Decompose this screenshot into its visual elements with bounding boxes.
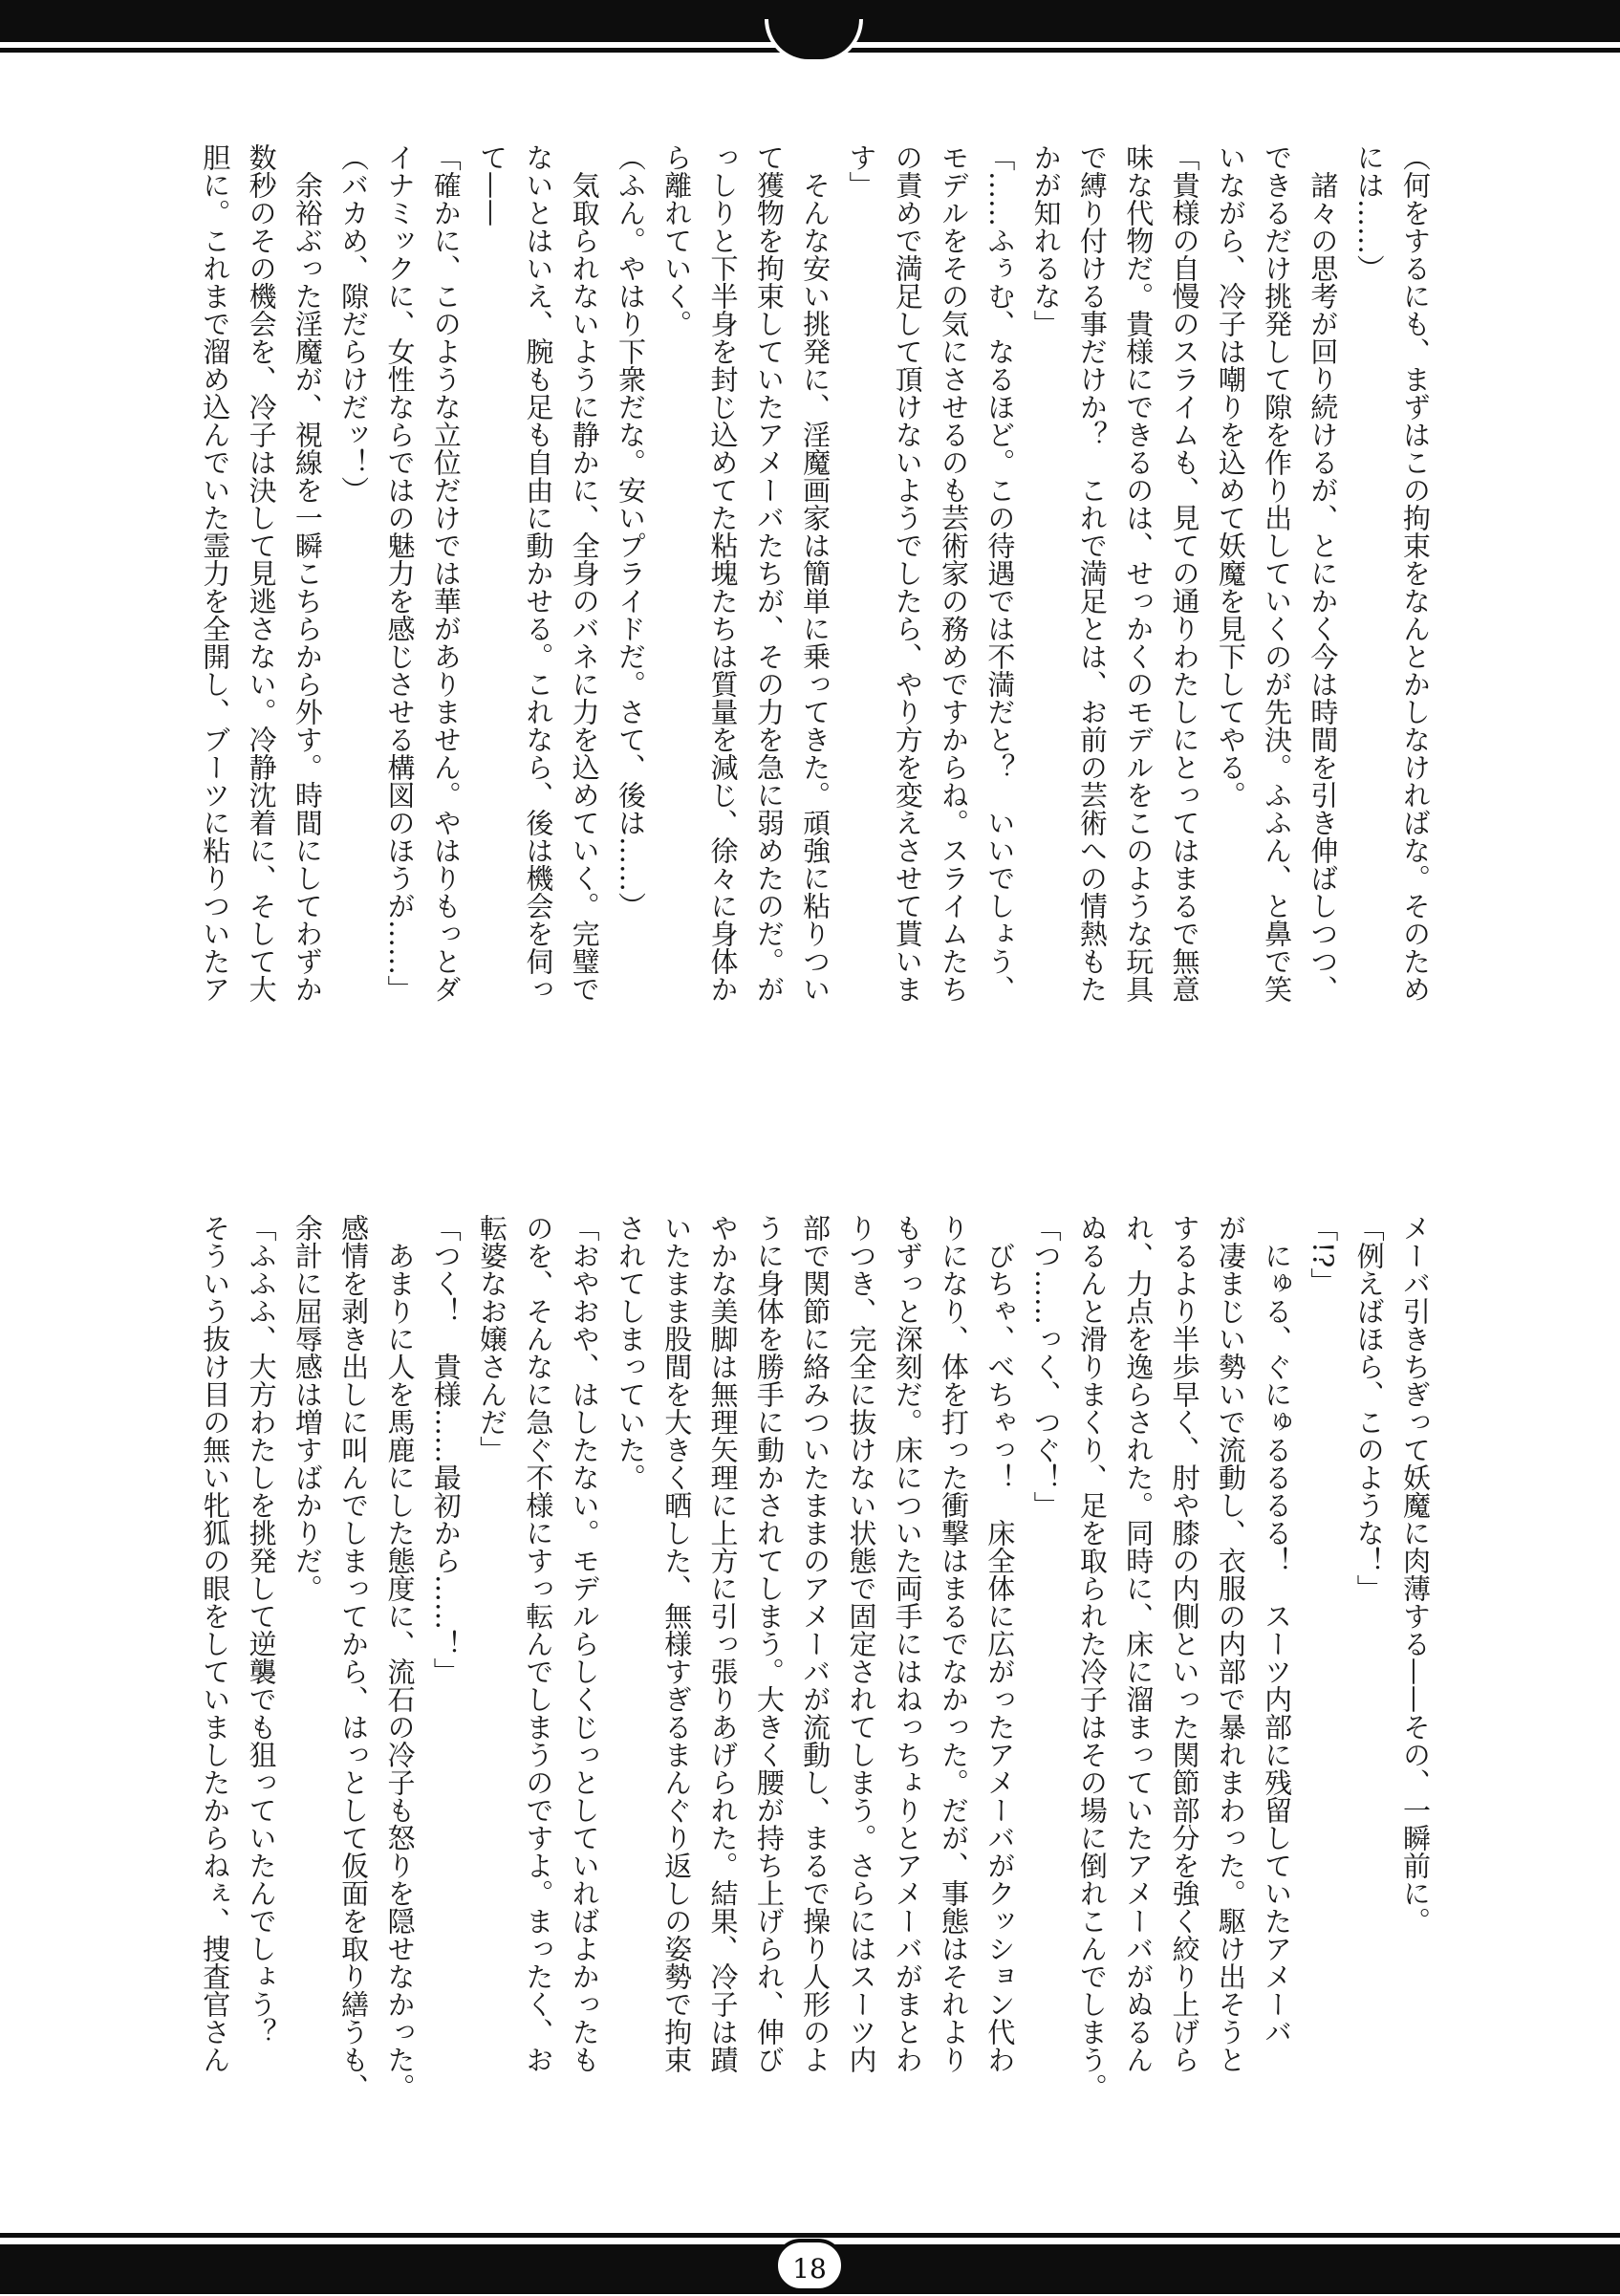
text-column: うに身体を勝手に動かされてしまう。大きく腰が持ち上げられ、伸び — [752, 1214, 786, 2073]
text-column: モデルをその気にさせるのも芸術家の務めですからね。スライムたち — [938, 143, 971, 1003]
text-column: できるだけ挑発して隙を作り出していくのが先決。ふふん、と鼻で笑 — [1261, 143, 1294, 1003]
text-column: やかな美脚は無理矢理に上方に引っ張りあげられた。結果、冷子は蹟 — [706, 1214, 740, 2073]
text-column: りになり、体を打った衝撃はまるでなかった。だが、事態はそれより — [938, 1214, 971, 2073]
text-column: そんな安い挑発に、淫魔画家は簡単に乗ってきた。頑強に粘りつい — [799, 143, 832, 1003]
text-column: て獲物を拘束していたアメーバたちが、その力を急に弱めたのだ。が — [752, 143, 786, 1003]
text-column: いながら、冷子は嘲りを込めて妖魔を見下してやる。 — [1214, 143, 1247, 809]
text-column: 諸々の思考が回り続けるが、とにかく今は時間を引き伸ばしつつ、 — [1307, 143, 1340, 1003]
page-number: 18 — [774, 2239, 845, 2292]
text-column: （ふん。やはり下衆だな。安いプライドだ。さて、後は……） — [614, 143, 647, 920]
text-column: れ、力点を逸らされた。同時に、床に溜まっていたアメーバがぬるん — [1122, 1214, 1156, 2073]
text-column: （何をするにも、まずはこの拘束をなんとかしなければな。そのため — [1399, 143, 1432, 1003]
bottom-rule — [0, 2233, 1620, 2238]
text-column: 「確かに、このような立位だけでは華がありません。やはりもっとダ — [429, 143, 463, 1003]
text-column: びちゃ、べちゃっ！ 床全体に広がったアメーバがクッション代わ — [983, 1214, 1017, 2073]
text-column: するより半歩早く、肘や膝の内側といった関節部分を強く絞り上げら — [1168, 1214, 1201, 2073]
text-column: 感情を剥き出しに叫んでしまってから、はっとして仮面を取り繕うも、 — [337, 1214, 371, 2101]
text-column: 「貴様の自慢のスライムも、見ての通りわたしにとってはまるで無意 — [1168, 143, 1201, 1003]
text-column: て—— — [476, 143, 509, 227]
text-column: 「おやおや、はしたない。モデルらしくじっとしていればよかったも — [568, 1214, 601, 2073]
text-column: には……） — [1352, 143, 1386, 282]
lower-text-block — [177, 1214, 1438, 2179]
text-column: っしりと下半身を封じ込めてた粘塊たちは質量を減じ、徐々に身体か — [706, 143, 740, 1003]
text-column: のを、そんなに急ぐ不様にすっ転んでしまうのですよ。まったく、お — [522, 1214, 555, 2073]
text-column: 「つく！ 貴様……最初から……！」 — [429, 1214, 463, 1685]
text-column: 転婆なお嬢さんだ」 — [476, 1214, 509, 1463]
text-column: 「!?」 — [1307, 1214, 1340, 1296]
text-column: で縛り付ける事だけか？ これで満足とは、お前の芸術への情熱もた — [1075, 143, 1109, 1003]
text-column: 「つ……っく、つぐ！」 — [1029, 1214, 1063, 1519]
text-column: メーバ引きちぎって妖魔に肉薄する——その、一瞬前に。 — [1399, 1214, 1432, 1935]
text-column: （バカめ、隙だらけだッ！） — [337, 143, 371, 504]
text-column: にゅる、ぐにゅるるるる！ スーツ内部に残留していたアメーバ — [1261, 1214, 1294, 2046]
text-column: 胆に。これまで溜め込んでいた霊力を全開し、ブーツに粘りついたア — [199, 143, 232, 1003]
upper-text-block — [177, 143, 1438, 1118]
text-column: 気取られないように静かに、全身のバネに力を込めていく。完璧で — [568, 143, 601, 1003]
text-column: 「例えばほら、このような！」 — [1352, 1214, 1386, 1602]
text-column: 部で関節に絡みついたままのアメーバが流動し、まるで操り人形のよ — [799, 1214, 832, 2073]
text-column: いたまま股間を大きく晒した、無様すぎるまんぐり返しの姿勢で拘束 — [660, 1214, 694, 2073]
text-column: イナミックに、女性ならではの魅力を感じさせる構図のほうが……」 — [383, 143, 417, 1003]
text-column: りつき、完全に抜けない状態で固定されてしまう。さらにはスーツ内 — [845, 1214, 878, 2073]
text-column: もずっと深刻だ。床についた両手にはねっちょりとアメーバがまとわ — [891, 1214, 924, 2073]
text-column: す」 — [845, 143, 878, 199]
text-column: あまりに人を馬鹿にした態度に、流石の冷子も怒りを隠せなかった。 — [383, 1214, 417, 2101]
text-column: が凄まじい勢いで流動し、衣服の内部で暴れまわった。駆け出そうと — [1214, 1214, 1247, 2073]
text-column: 数秒のその機会を、冷子は決して見逃さない。冷静沈着に、そして大 — [245, 143, 278, 1003]
text-column: そういう抜け目の無い牝狐の眼をしていましたからねぇ、捜査官さん — [199, 1214, 232, 2073]
text-column: かが知れるな」 — [1029, 143, 1063, 337]
text-column: 「……ふぅむ、なるほど。この待遇では不満だと？ いいでしょう、 — [983, 143, 1017, 1003]
text-column: 味な代物だ。貴様にできるのは、せっかくのモデルをこのような玩具 — [1122, 143, 1156, 1003]
text-column: 「ふふふ、大方わたしを挑発して逆襲でも狙っていたんでしょう？ — [245, 1214, 278, 2046]
text-column: 余裕ぶった淫魔が、視線を一瞬こちらから外す。時間にしてわずか — [291, 143, 324, 1003]
text-column: 余計に屈辱感は増すばかりだ。 — [291, 1214, 324, 1602]
text-column: されてしまっていた。 — [614, 1214, 647, 1491]
top-ornament — [765, 19, 863, 63]
text-column: ないとはいえ、腕も足も自由に動かせる。これなら、後は機会を伺っ — [522, 143, 555, 1003]
text-column: ぬるんと滑りまくり、足を取られた冷子はその場に倒れこんでしまう。 — [1075, 1214, 1109, 2101]
text-column: ら離れていく。 — [660, 143, 694, 337]
text-column: の責めで満足して頂けないようでしたら、やり方を変えさせて貰いま — [891, 143, 924, 1003]
